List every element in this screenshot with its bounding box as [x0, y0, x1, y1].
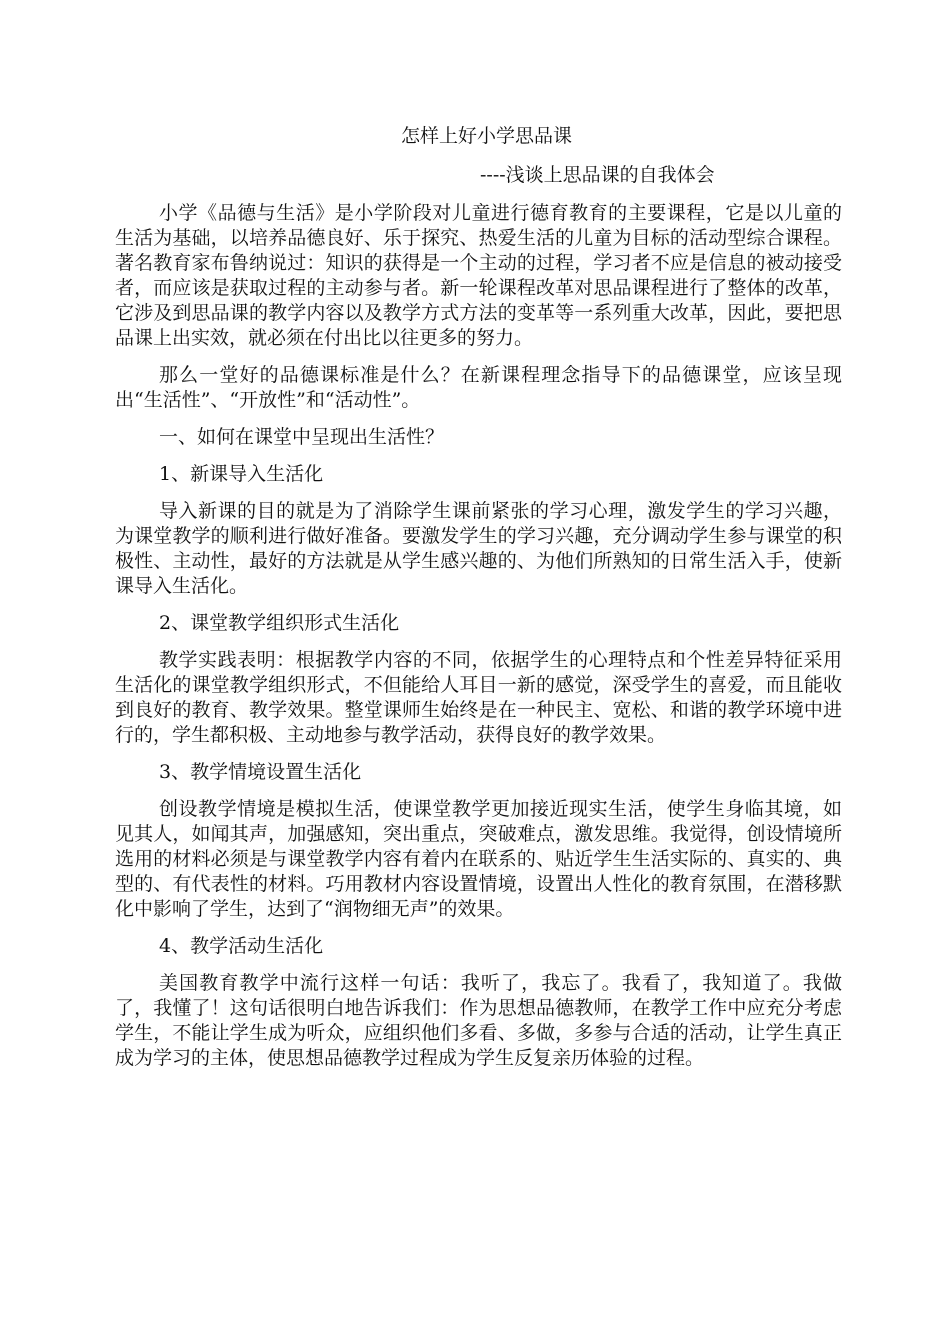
document-subtitle: ----浅谈上思品课的自我体会: [480, 164, 715, 186]
document-page: [115, 118, 842, 1083]
paragraph-activity: 美国教育教学中流行这样一句话：我听了，我忘了。我看了，我知道了。我做了，我懂了！这句话很明白地告诉我们：作为思想品德教师，在教学工作中应充分考虑学生，不能让学生成为听众，应组织他们多看、多做，多参与合适的活动，让学生真正成为学习的主体，使思想品德教学过程成为学生反复亲历体验的过程。: [115, 972, 842, 1069]
subsection-heading-2: 2、课堂教学组织形式生活化: [159, 612, 400, 634]
paragraph-situation: 创设教学情境是模拟生活，使课堂教学更加接近现实生活，使学生身临其境，如见其人，如闻其声，加强感知，突出重点，突破难点，激发思维。我觉得，创设情境所选用的材料必须是与课堂教学内容有着内在联系的、贴近学生生活实际的、真实的、典型的、有代表性的材料。巧用教材内容设置情境，设置出人性化的教育氛围，在潜移默化中影响了学生，达到了“润物细无声”的效果。: [115, 798, 842, 920]
subsection-heading-4: 4、教学活动生活化: [159, 935, 324, 957]
subsection-heading-3: 3、教学情境设置生活化: [159, 761, 362, 783]
document-title: 怎样上好小学思品课: [401, 125, 573, 147]
section-heading-1: 一、如何在课堂中呈现出生活性？: [159, 426, 445, 448]
paragraph-intro: 小学《品德与生活》是小学阶段对儿童进行德育教育的主要课程，它是以儿童的生活为基础，以培养品德良好、乐于探究、热爱生活的儿童为目标的活动型综合课程。著名教育家布鲁纳说过：知识的获得是一个主动的过程，学习者不应是信息的被动接受者，而应该是获取过程的主动参与者。新一轮课程改革对思品课程进行了整体的改革，它涉及到思品课的教学内容以及教学方式方法的变革等一系列重大改革，因此，要把思品课上出实效，就必须在付出比以往更多的努力。: [115, 202, 842, 349]
paragraph-organization: 教学实践表明：根据教学内容的不同，依据学生的心理特点和个性差异特征采用生活化的课堂教学组织形式，不但能给人耳目一新的感觉，深受学生的喜爱，而且能收到良好的教育、教学效果。整堂课师生始终是在一种民主、宽松、和谐的教学环境中进行的，学生都积极、主动地参与教学活动，获得良好的教学效果。: [115, 649, 842, 746]
paragraph-standard: 那么一堂好的品德课标准是什么？在新课程理念指导下的品德课堂，应该呈现出“生活性”、“开放性”和“活动性”。: [115, 364, 842, 411]
subsection-heading-1: 1、新课导入生活化: [159, 463, 324, 485]
paragraph-new-lesson: 导入新课的目的就是为了消除学生课前紧张的学习心理，激发学生的学习兴趣，为课堂教学的顺利进行做好准备。要激发学生的学习兴趣，充分调动学生参与课堂的积极性、主动性，最好的方法就是从学生感兴趣的、为他们所熟知的日常生活入手，使新课导入生活化。: [115, 500, 842, 597]
